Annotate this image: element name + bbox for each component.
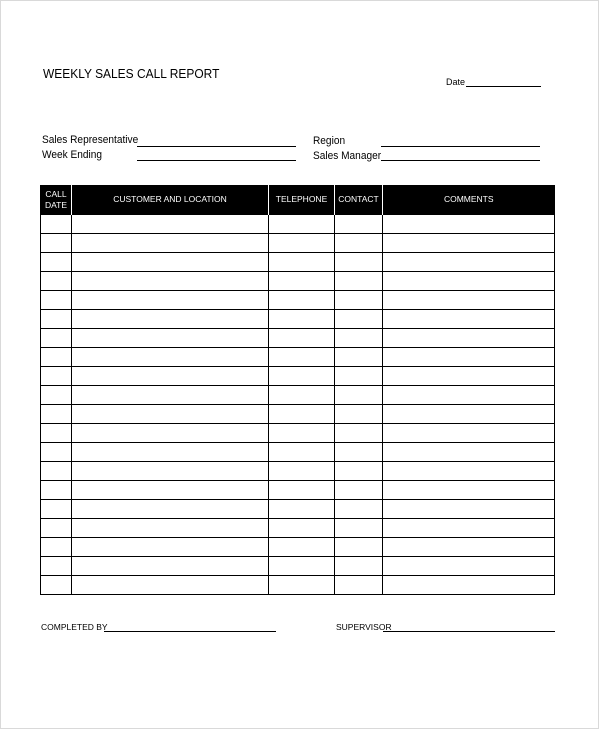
customer-location-cell[interactable]	[72, 519, 269, 538]
comments-cell[interactable]	[383, 234, 555, 253]
telephone-cell[interactable]	[269, 386, 335, 405]
call-date-cell[interactable]	[41, 481, 72, 500]
contact-cell[interactable]	[335, 367, 383, 386]
customer-location-cell[interactable]	[72, 500, 269, 519]
column-header-comments: COMMENTS	[383, 185, 555, 215]
call-date-cell[interactable]	[41, 272, 72, 291]
contact-cell[interactable]	[335, 253, 383, 272]
week-ending-field[interactable]	[137, 160, 296, 161]
customer-location-cell[interactable]	[72, 405, 269, 424]
telephone-cell[interactable]	[269, 557, 335, 576]
contact-cell[interactable]	[335, 310, 383, 329]
call-date-cell[interactable]	[41, 310, 72, 329]
customer-location-cell[interactable]	[72, 538, 269, 557]
telephone-cell[interactable]	[269, 405, 335, 424]
table-row	[41, 367, 555, 386]
call-date-cell[interactable]	[41, 519, 72, 538]
column-header-contact: CONTACT	[335, 185, 383, 215]
sales-call-table	[40, 185, 555, 595]
table-header-row	[41, 185, 555, 215]
comments-cell[interactable]	[383, 481, 555, 500]
contact-cell[interactable]	[335, 348, 383, 367]
table-row	[41, 443, 555, 462]
contact-cell[interactable]	[335, 462, 383, 481]
table-row	[41, 291, 555, 310]
call-date-cell[interactable]	[41, 291, 72, 310]
call-date-cell[interactable]	[41, 462, 72, 481]
table-row	[41, 538, 555, 557]
call-date-cell[interactable]	[41, 367, 72, 386]
telephone-cell[interactable]	[269, 367, 335, 386]
date-field[interactable]	[466, 86, 541, 87]
call-date-cell[interactable]	[41, 424, 72, 443]
table-row	[41, 500, 555, 519]
comments-cell[interactable]	[383, 443, 555, 462]
customer-location-cell[interactable]	[72, 576, 269, 595]
telephone-cell[interactable]	[269, 234, 335, 253]
supervisor-field[interactable]	[383, 631, 555, 632]
telephone-cell[interactable]	[269, 443, 335, 462]
call-date-cell[interactable]	[41, 329, 72, 348]
customer-location-cell[interactable]	[72, 272, 269, 291]
call-date-cell[interactable]	[41, 405, 72, 424]
comments-cell[interactable]	[383, 462, 555, 481]
column-header-telephone: TELEPHONE	[269, 185, 335, 215]
customer-location-cell[interactable]	[72, 367, 269, 386]
table-row	[41, 519, 555, 538]
column-header-call-date: CALL DATE	[41, 185, 72, 215]
comments-cell[interactable]	[383, 272, 555, 291]
contact-cell[interactable]	[335, 424, 383, 443]
telephone-cell[interactable]	[269, 348, 335, 367]
customer-location-cell[interactable]	[72, 557, 269, 576]
table-row	[41, 310, 555, 329]
customer-location-cell[interactable]	[72, 310, 269, 329]
contact-cell[interactable]	[335, 500, 383, 519]
customer-location-cell[interactable]	[72, 443, 269, 462]
comments-cell[interactable]	[383, 386, 555, 405]
customer-location-cell[interactable]	[72, 215, 269, 234]
call-date-cell[interactable]	[41, 538, 72, 557]
call-date-cell[interactable]	[41, 576, 72, 595]
report-title: WEEKLY SALES CALL REPORT	[43, 66, 220, 81]
telephone-cell[interactable]	[269, 215, 335, 234]
table-row	[41, 576, 555, 595]
customer-location-cell[interactable]	[72, 348, 269, 367]
telephone-cell[interactable]	[269, 329, 335, 348]
comments-cell[interactable]	[383, 557, 555, 576]
comments-cell[interactable]	[383, 424, 555, 443]
call-date-cell[interactable]	[41, 443, 72, 462]
customer-location-cell[interactable]	[72, 291, 269, 310]
comments-cell[interactable]	[383, 253, 555, 272]
call-date-cell[interactable]	[41, 386, 72, 405]
contact-cell[interactable]	[335, 215, 383, 234]
contact-cell[interactable]	[335, 481, 383, 500]
sales-manager-field[interactable]	[381, 160, 540, 161]
contact-cell[interactable]	[335, 329, 383, 348]
call-date-cell[interactable]	[41, 557, 72, 576]
date-label: Date	[446, 77, 466, 87]
customer-location-cell[interactable]	[72, 424, 269, 443]
telephone-cell[interactable]	[269, 462, 335, 481]
comments-cell[interactable]	[383, 500, 555, 519]
telephone-cell[interactable]	[269, 310, 335, 329]
region-field[interactable]	[381, 146, 540, 147]
call-date-cell[interactable]	[41, 234, 72, 253]
telephone-cell[interactable]	[269, 500, 335, 519]
call-date-cell[interactable]	[41, 215, 72, 234]
comments-cell[interactable]	[383, 348, 555, 367]
contact-cell[interactable]	[335, 576, 383, 595]
call-date-cell[interactable]	[41, 500, 72, 519]
telephone-cell[interactable]	[269, 519, 335, 538]
comments-cell[interactable]	[383, 329, 555, 348]
contact-cell[interactable]	[335, 443, 383, 462]
sales-representative-field[interactable]	[137, 146, 296, 147]
contact-cell[interactable]	[335, 405, 383, 424]
call-date-cell[interactable]	[41, 253, 72, 272]
supervisor-label: SUPERVISOR	[336, 622, 392, 632]
table-row	[41, 253, 555, 272]
week-ending-label: Week Ending	[42, 149, 103, 161]
contact-cell[interactable]	[335, 538, 383, 557]
customer-location-cell[interactable]	[72, 462, 269, 481]
comments-cell[interactable]	[383, 215, 555, 234]
contact-cell[interactable]	[335, 234, 383, 253]
sales-manager-label: Sales Manager	[313, 150, 382, 162]
table-row	[41, 348, 555, 367]
table-row	[41, 481, 555, 500]
table-row	[41, 234, 555, 253]
call-date-cell[interactable]	[41, 348, 72, 367]
region-label: Region	[313, 135, 346, 147]
contact-cell[interactable]	[335, 272, 383, 291]
comments-cell[interactable]	[383, 291, 555, 310]
comments-cell[interactable]	[383, 367, 555, 386]
customer-location-cell[interactable]	[72, 253, 269, 272]
contact-cell[interactable]	[335, 386, 383, 405]
customer-location-cell[interactable]	[72, 234, 269, 253]
contact-cell[interactable]	[335, 557, 383, 576]
column-header-customer-location: CUSTOMER AND LOCATION	[72, 185, 269, 215]
contact-cell[interactable]	[335, 291, 383, 310]
table-row	[41, 386, 555, 405]
customer-location-cell[interactable]	[72, 329, 269, 348]
customer-location-cell[interactable]	[72, 481, 269, 500]
table-row	[41, 424, 555, 443]
table-row	[41, 215, 555, 234]
telephone-cell[interactable]	[269, 481, 335, 500]
telephone-cell[interactable]	[269, 424, 335, 443]
telephone-cell[interactable]	[269, 538, 335, 557]
table-row	[41, 405, 555, 424]
table-row	[41, 462, 555, 481]
comments-cell[interactable]	[383, 405, 555, 424]
comments-cell[interactable]	[383, 519, 555, 538]
completed-by-field[interactable]	[104, 631, 276, 632]
table-row	[41, 557, 555, 576]
completed-by-label: COMPLETED BY	[41, 622, 108, 632]
telephone-cell[interactable]	[269, 253, 335, 272]
telephone-cell[interactable]	[269, 291, 335, 310]
telephone-cell[interactable]	[269, 576, 335, 595]
contact-cell[interactable]	[335, 519, 383, 538]
sales-representative-label: Sales Representative	[42, 134, 139, 146]
comments-cell[interactable]	[383, 538, 555, 557]
table-body	[41, 215, 555, 595]
telephone-cell[interactable]	[269, 272, 335, 291]
comments-cell[interactable]	[383, 576, 555, 595]
customer-location-cell[interactable]	[72, 386, 269, 405]
table-row	[41, 272, 555, 291]
comments-cell[interactable]	[383, 310, 555, 329]
table-row	[41, 329, 555, 348]
